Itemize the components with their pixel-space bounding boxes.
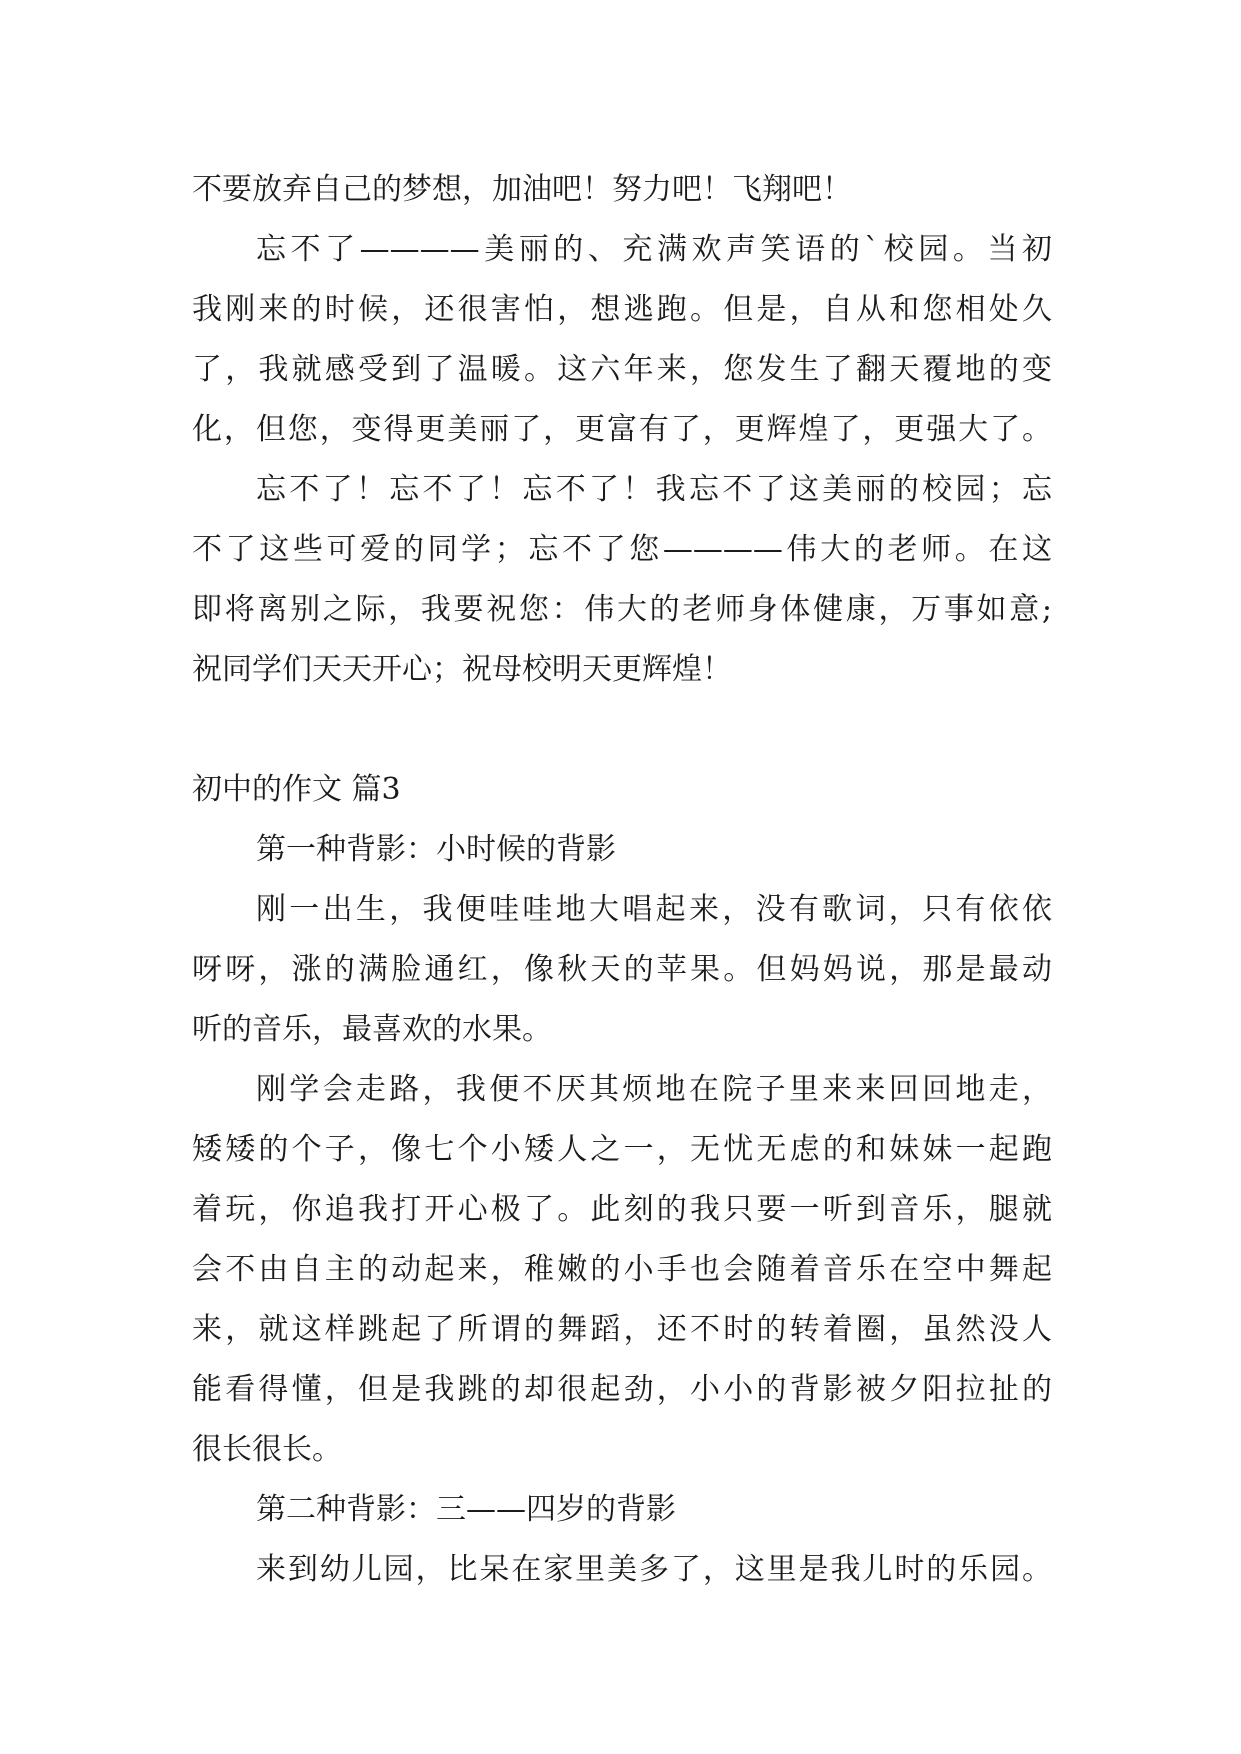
paragraph bbox=[192, 1540, 1052, 1600]
paragraph bbox=[192, 820, 1052, 880]
text-line: 不了这些可爱的同学；忘不了您————伟大的老师。在这 bbox=[192, 532, 1052, 567]
text-line: 呀呀，涨的满脸通红，像秋天的苹果。但妈妈说，那是最动 bbox=[192, 952, 1052, 987]
text-line: 听的音乐，最喜欢的水果。 bbox=[192, 1012, 552, 1047]
text-line: 忘不了！忘不了！忘不了！我忘不了这美丽的校园；忘 bbox=[256, 472, 1052, 507]
text-line: 不要放弃自己的梦想，加油吧！努力吧！飞翔吧！ bbox=[192, 172, 852, 207]
text-line: 刚一出生，我便哇哇地大唱起来，没有歌词，只有依依 bbox=[256, 892, 1052, 927]
text-line: 矮矮的个子，像七个小矮人之一，无忧无虑的和妹妹一起跑 bbox=[192, 1132, 1052, 1167]
section-heading: 初中的作文 篇3 bbox=[192, 772, 401, 807]
paragraph bbox=[192, 460, 1052, 700]
text-line: 祝同学们天天开心；祝母校明天更辉煌！ bbox=[192, 652, 732, 687]
subheading-line: 第一种背影：小时候的背影 bbox=[256, 832, 616, 867]
document-page bbox=[192, 160, 1052, 1600]
text-line: 化，但您，变得更美丽了，更富有了，更辉煌了，更强大了。 bbox=[192, 412, 1052, 447]
text-line: 了，我就感受到了温暖。这六年来，您发生了翻天覆地的变 bbox=[192, 352, 1052, 387]
text-line: 着玩，你追我打开心极了。此刻的我只要一听到音乐，腿就 bbox=[192, 1192, 1052, 1227]
text-line: 来到幼儿园，比呆在家里美多了，这里是我儿时的乐园。 bbox=[256, 1552, 1052, 1587]
paragraph bbox=[192, 1480, 1052, 1540]
paragraph bbox=[192, 160, 1052, 220]
text-line: 能看得懂，但是我跳的却很起劲，小小的背影被夕阳拉扯的 bbox=[192, 1372, 1052, 1407]
text-line: 很长很长。 bbox=[192, 1432, 342, 1467]
subheading-line: 第二种背影：三——四岁的背影 bbox=[256, 1492, 676, 1527]
text-line: 会不由自主的动起来，稚嫩的小手也会随着音乐在空中舞起 bbox=[192, 1252, 1052, 1287]
paragraph-gap bbox=[192, 700, 1052, 760]
text-line: 即将离别之际，我要祝您：伟大的老师身体健康，万事如意; bbox=[192, 592, 1052, 627]
paragraph bbox=[192, 220, 1052, 460]
text-line: 我刚来的时候，还很害怕，想逃跑。但是，自从和您相处久 bbox=[192, 292, 1052, 327]
text-line: 忘不了————美丽的、充满欢声笑语的`校园。当初 bbox=[256, 232, 1052, 267]
text-line: 刚学会走路，我便不厌其烦地在院子里来来回回地走， bbox=[256, 1072, 1052, 1107]
paragraph bbox=[192, 1060, 1052, 1480]
text-line: 来，就这样跳起了所谓的舞蹈，还不时的转着圈，虽然没人 bbox=[192, 1312, 1052, 1347]
paragraph bbox=[192, 880, 1052, 1060]
